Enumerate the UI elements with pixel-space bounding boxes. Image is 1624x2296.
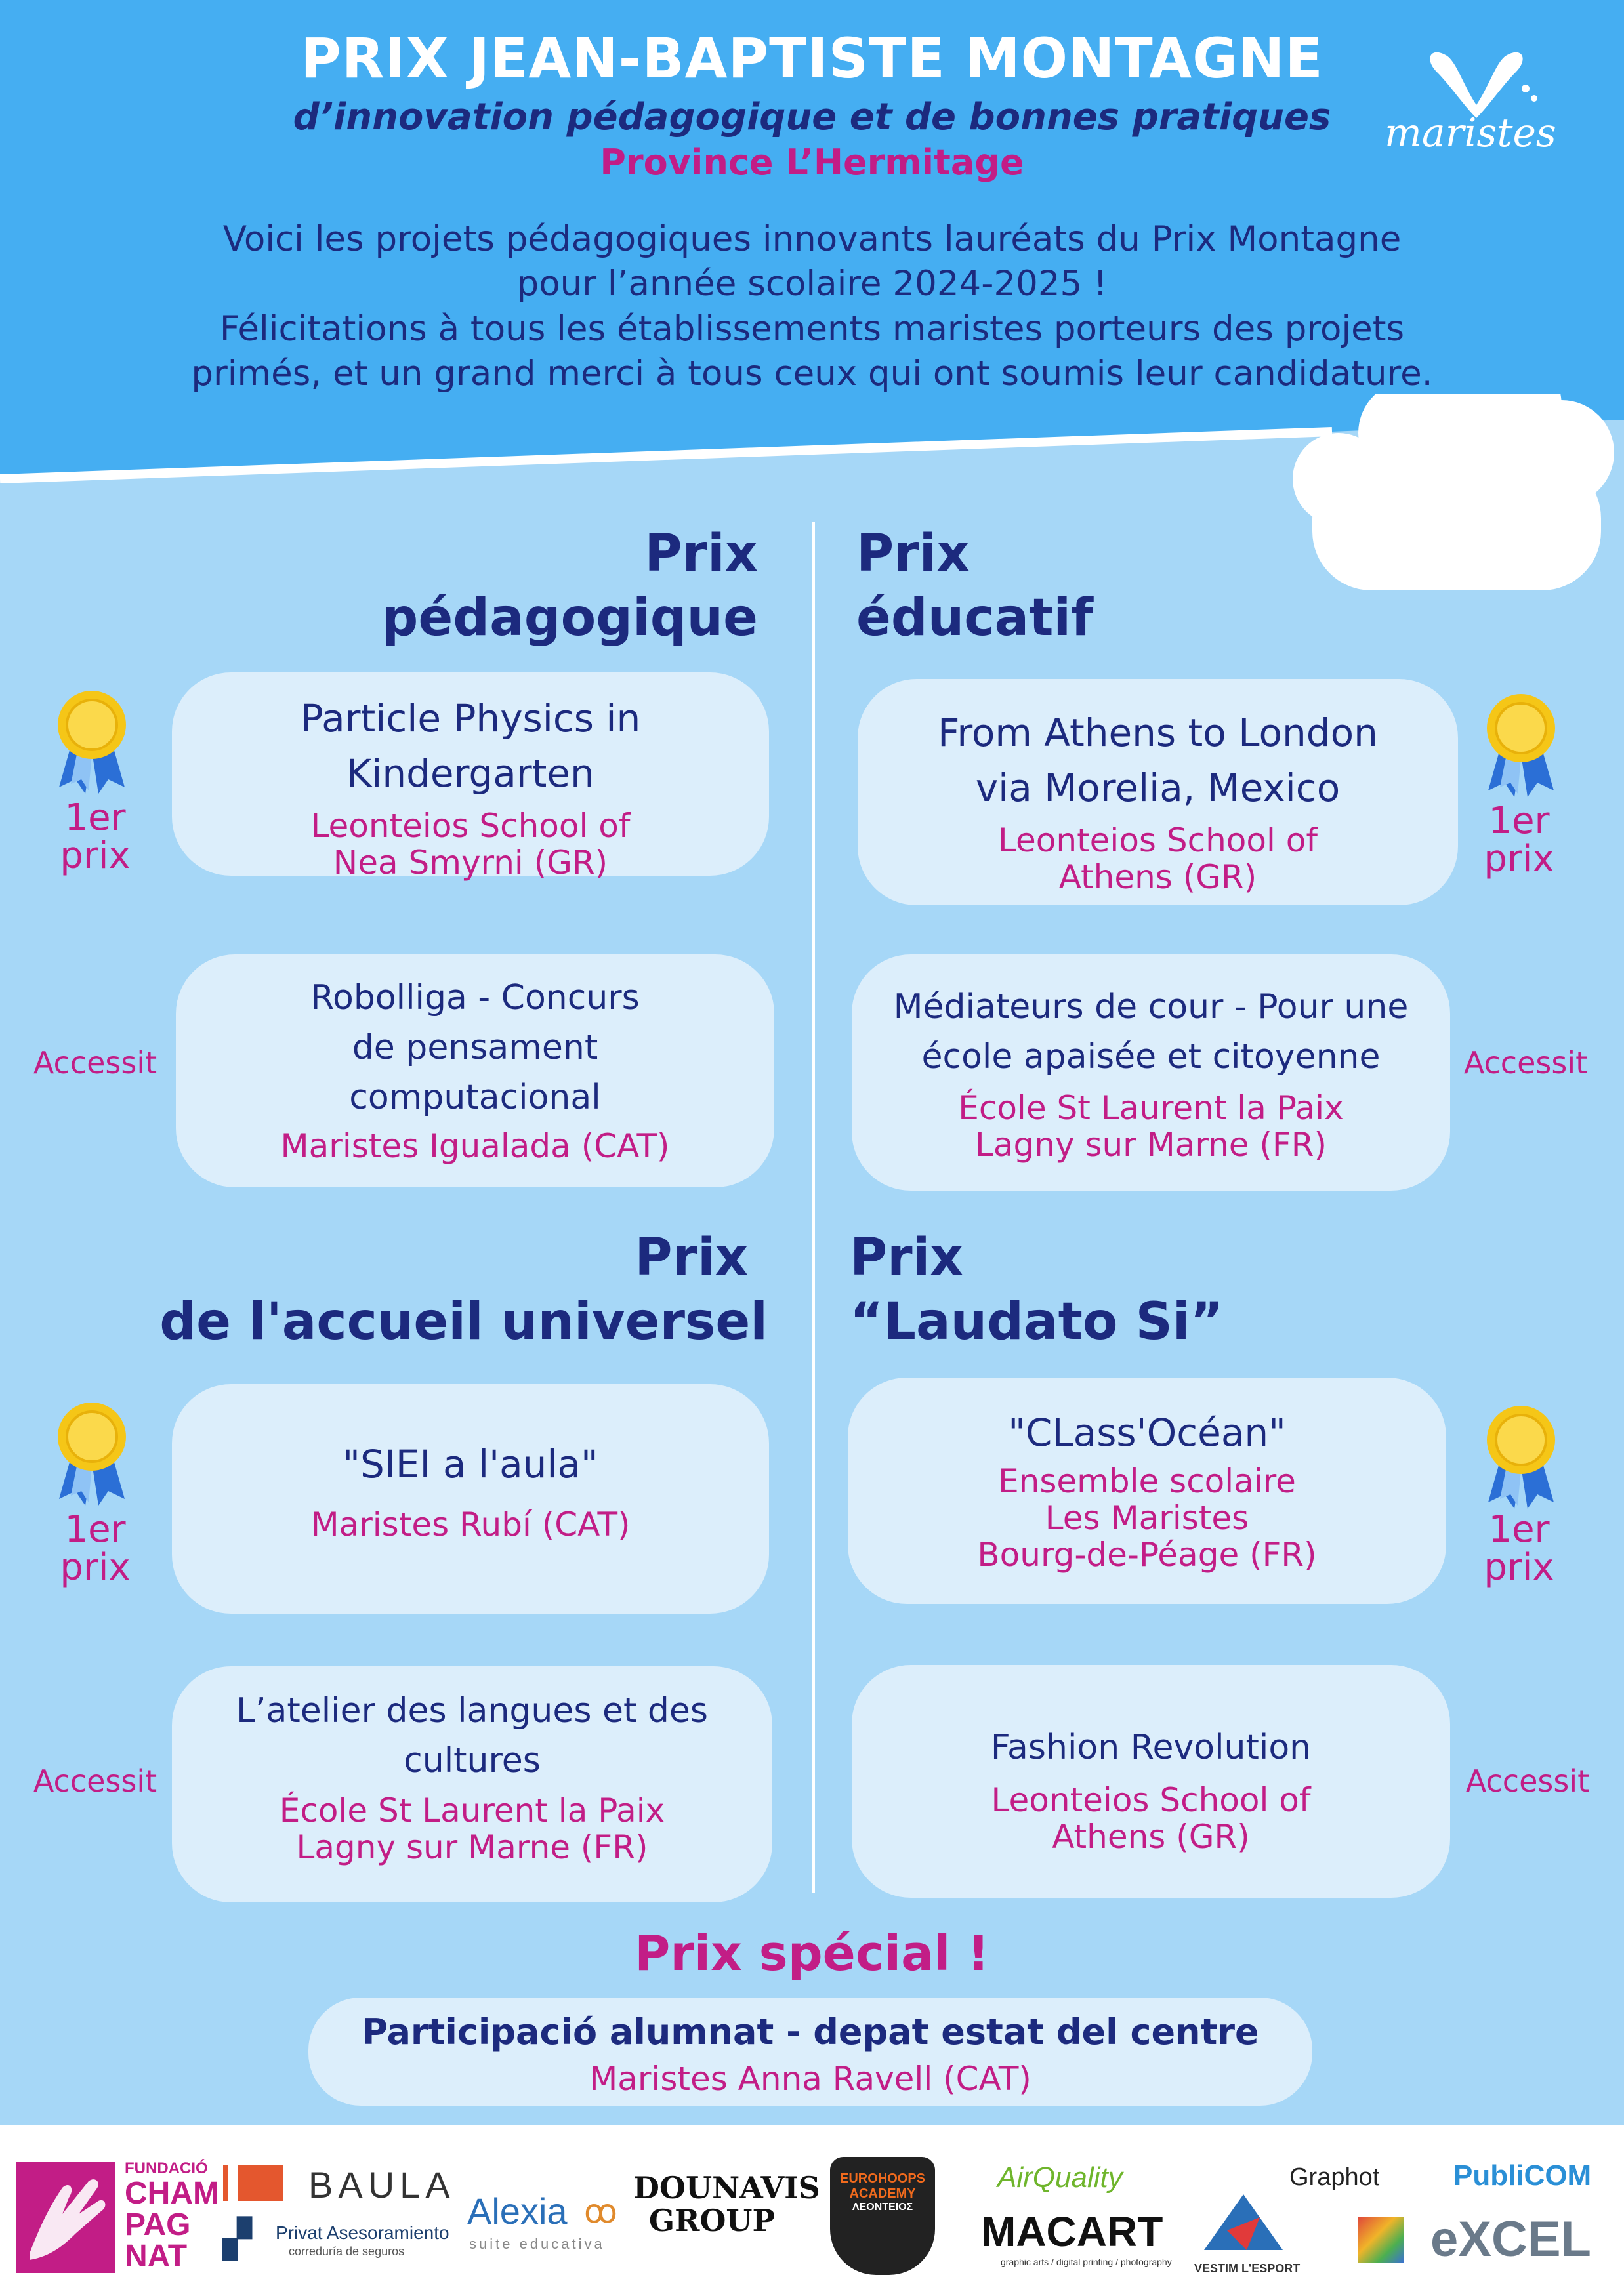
card-lau-accessit: Fashion Revolution Leonteios School of Athens (GR) [852, 1665, 1450, 1898]
excel-icon [1358, 2217, 1404, 2263]
intro-line-1: Voici les projets pédagogiques innovants lauréats du Prix Montagne [222, 219, 1402, 259]
airquality-logo: AirQuality [997, 2162, 1123, 2194]
card-edu-accessit: Médiateurs de cour - Pour une école apaisée et citoyenne École St Laurent la Paix Lagny sur Marne (FR) [852, 954, 1450, 1191]
macart-logo: MACART [981, 2208, 1163, 2255]
card-acc-first: "SIEI a l'aula" Maristes Rubí (CAT) [172, 1384, 769, 1614]
graphot-logo: Graphot [1289, 2163, 1380, 2191]
vestim-logo: VESTIM L'ESPORT [1194, 2262, 1301, 2275]
baula-logo: BAULA [308, 2164, 455, 2205]
medal-icon [1482, 1404, 1560, 1509]
accessit-label: Accessit [1465, 1763, 1590, 1799]
section-title-accueil: Prix de l'accueil universel [159, 1228, 768, 1351]
macart-sub: graphic arts / digital printing / photography [1001, 2257, 1172, 2267]
medal-icon [52, 1401, 131, 1506]
intro-line-4: primés, et un grand merci à tous ceux qui ont soumis leur candidature. [191, 354, 1433, 394]
accessit-label: Accessit [33, 1045, 157, 1080]
page-title: PRIX JEAN-BAPTISTE MONTAGNE [301, 26, 1323, 91]
privat-sub: correduría de seguros [289, 2245, 405, 2258]
medal-icon [52, 689, 131, 794]
intro-line-2: pour l’année scolaire 2024-2025 ! [516, 264, 1108, 304]
card-acc-accessit: L’atelier des langues et des cultures École St Laurent la Paix Lagny sur Marne (FR) [172, 1666, 772, 1902]
accessit-label: Accessit [33, 1763, 157, 1799]
section-title-educatif: Prix éducatif [856, 524, 1094, 647]
province-name: Province L’Hermitage [600, 142, 1024, 183]
first-prize-label: 1er prix [1484, 800, 1554, 880]
alexia-logo: Alexia [467, 2190, 568, 2232]
first-prize-label: 1er prix [60, 1508, 131, 1589]
page-subtitle: d’innovation pédagogique et de bonnes pratiques [293, 96, 1331, 138]
card-ped-accessit: Robolliga - Concurs de pensament computacional Maristes Igualada (CAT) [176, 954, 774, 1187]
intro-line-3: Félicitations à tous les établissements maristes porteurs des projets [219, 309, 1405, 349]
alexia-sub: suite educativa [469, 2236, 605, 2252]
privat-icon: ▞ [223, 2218, 252, 2259]
card-ped-first: Particle Physics in Kindergarten Leonteios School of Nea Smyrni (GR) [172, 672, 769, 876]
eurohoops-logo: EUROHOOPS ACADEMY ΛΕΟΝΤΕΙΟΣ [830, 2157, 935, 2275]
champagnat-logo: FUNDACIÓ CHAM PAG NAT [125, 2160, 219, 2274]
accessit-label: Accessit [1463, 1045, 1588, 1080]
alexia-icon: ꝏ [584, 2193, 617, 2230]
special-prize-title: Prix spécial ! [635, 1925, 989, 1982]
medal-icon [1482, 692, 1560, 797]
first-prize-label: 1er prix [60, 796, 131, 877]
privat-logo: Privat Asesoramiento [276, 2223, 449, 2243]
vestim-icon [1201, 2191, 1286, 2257]
section-title-pedagogique: Prix pédagogique [381, 524, 758, 647]
publicom-logo: PubliCOM [1453, 2160, 1592, 2192]
card-special: Participació alumnat - depat estat del centre Maristes Anna Ravell (CAT) [308, 1998, 1312, 2106]
column-divider [812, 522, 815, 1893]
excel-logo: eXCEL [1430, 2211, 1591, 2267]
first-prize-label: 1er prix [1484, 1508, 1554, 1589]
sponsors-footer [0, 2125, 1624, 2296]
maristes-logo-text: maristes [1385, 110, 1556, 156]
card-edu-first: From Athens to London via Morelia, Mexico Leonteios School of Athens (GR) [858, 679, 1458, 905]
champagnat-hand-icon [16, 2162, 115, 2273]
card-lau-first: "CLass'Océan" Ensemble scolaire Les Maristes Bourg-de-Péage (FR) [848, 1378, 1446, 1604]
baula-icon [238, 2165, 283, 2201]
dounavis-logo: DOUNAVIS GROUP [633, 2170, 820, 2238]
section-title-laudato: Prix “Laudato Si” [850, 1228, 1224, 1351]
